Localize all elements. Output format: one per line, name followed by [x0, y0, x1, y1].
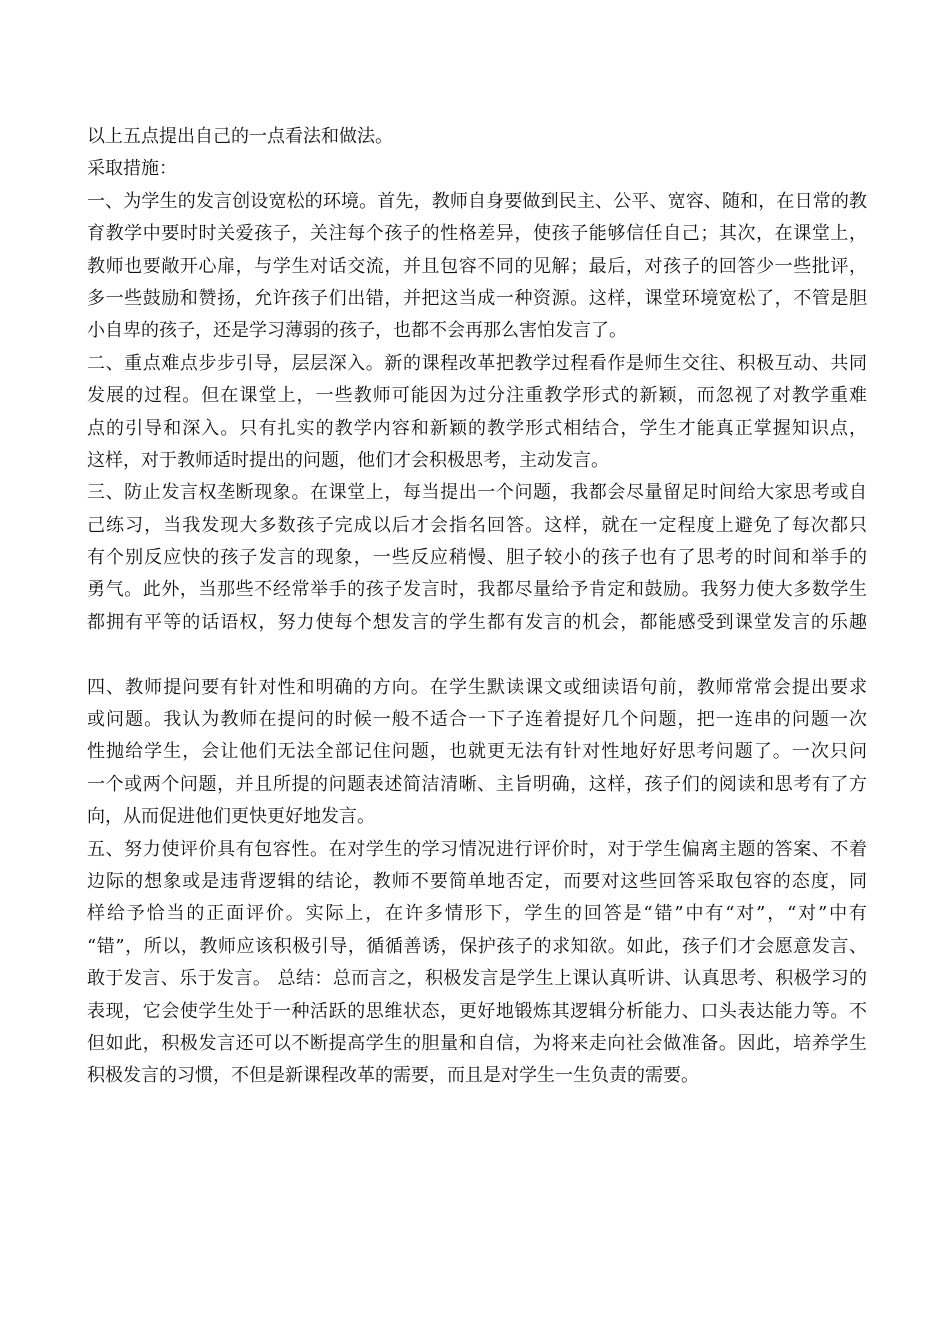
text-line: 三、防止发言权垄断现象。在课堂上，每当提出一个问题，我都会尽量留足时间给大家思考或自 [87, 482, 867, 504]
text-line: 二、重点难点步步引导，层层深入。新的课程改革把教学过程看作是师生交往、积极互动、共同 [87, 352, 867, 374]
text-line: 表现，它会使学生处于一种活跃的思维状态，更好地锻炼其逻辑分析能力、口头表达能力等。不 [87, 1000, 867, 1022]
document-body [87, 121, 867, 1093]
text-line: 多一些鼓励和赞扬，允许孩子们出错，并把这当成一种资源。这样，课堂环境宽松了，不管是胆 [87, 287, 867, 309]
text-line: 积极发言的习惯，不但是新课程改革的需要，而且是对学生一生负责的需要。 [87, 1065, 699, 1087]
text-line: 四、教师提问要有针对性和明确的方向。在学生默读课文或细读语句前，教师常常会提出要求 [87, 676, 867, 698]
section-heading: 采取措施： [87, 158, 177, 180]
text-line: 边际的想象或是违背逻辑的结论，教师不要简单地否定，而要对这些回答采取包容的态度，同 [87, 870, 867, 892]
text-line: 五、努力使评价具有包容性。在对学生的学习情况进行评价时，对于学生偏离主题的答案、不着 [87, 838, 867, 860]
text-line: 一个或两个问题，并且所提的问题表述简洁清晰、主旨明确，这样，孩子们的阅读和思考有了方 [87, 773, 867, 795]
paragraph-gap [87, 639, 867, 671]
text-line: 小自卑的孩子，还是学习薄弱的孩子，也都不会再那么害怕发言了。 [87, 320, 627, 342]
text-line: 向，从而促进他们更快更好地发言。 [87, 806, 375, 828]
text-line: 敢于发言、乐于发言。 总结：总而言之，积极发言是学生上课认真听讲、认真思考、积极学习的 [87, 968, 867, 990]
text-line: 这样，对于教师适时提出的问题，他们才会积极思考，主动发言。 [87, 449, 609, 471]
text-line: 样给予恰当的正面评价。实际上，在许多情形下，学生的回答是“错”中有“对”，“对”中有 [87, 903, 867, 925]
text-line: 或问题。我认为教师在提问的时候一般不适合一下子连着提好几个问题，把一连串的问题一次 [87, 709, 867, 731]
text-line: 教师也要敞开心扉，与学生对话交流，并且包容不同的见解；最后，对孩子的回答少一些批评， [87, 255, 867, 277]
text-line: 以上五点提出自己的一点看法和做法。 [87, 126, 393, 147]
text-line: 性抛给学生，会让他们无法全部记住问题，也就更无法有针对性地好好思考问题了。一次只问 [87, 741, 867, 763]
text-line: “错”，所以，教师应该积极引导，循循善诱，保护孩子的求知欲。如此，孩子们才会愿意发言、 [87, 935, 867, 957]
text-line: 有个别反应快的孩子发言的现象，一些反应稍慢、胆子较小的孩子也有了思考的时间和举手的 [87, 547, 867, 569]
text-line: 点的引导和深入。只有扎实的教学内容和新颖的教学形式相结合，学生才能真正掌握知识点， [87, 417, 867, 439]
text-line: 但如此，积极发言还可以不断提高学生的胆量和自信，为将来走向社会做准备。因此，培养学生 [87, 1032, 867, 1054]
text-line: 都拥有平等的话语权，努力使每个想发言的学生都有发言的机会，都能感受到课堂发言的乐趣 [87, 611, 867, 633]
text-line: 发展的过程。但在课堂上，一些教师可能因为过分注重教学形式的新颖，而忽视了对教学重难 [87, 385, 867, 407]
text-line: 一、为学生的发言创设宽松的环境。首先，教师自身要做到民主、公平、宽容、随和，在日常的教 [87, 190, 867, 212]
text-line: 勇气。此外，当那些不经常举手的孩子发言时，我都尽量给予肯定和鼓励。我努力使大多数学生 [87, 579, 867, 601]
text-line: 育教学中要时时关爱孩子，关注每个孩子的性格差异，使孩子能够信任自己；其次，在课堂上， [87, 223, 867, 245]
text-line: 己练习，当我发现大多数孩子完成以后才会指名回答。这样，就在一定程度上避免了每次都只 [87, 514, 867, 536]
